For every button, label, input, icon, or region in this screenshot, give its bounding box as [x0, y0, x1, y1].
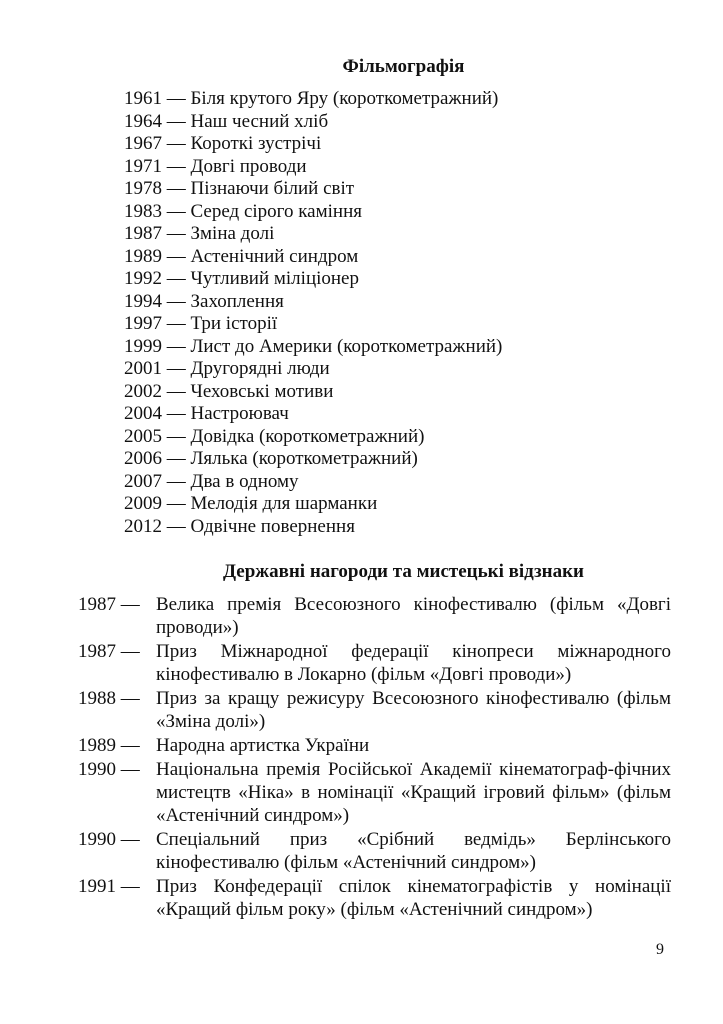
film-entry: 1961 — Біля крутого Яру (короткометражний)	[124, 88, 499, 109]
film-entry: 2005 — Довідка (короткометражний)	[124, 425, 425, 447]
award-year: 1990 —	[78, 829, 140, 850]
award-entry	[78, 640, 671, 686]
film-entry: 2006 — Лялька (короткометражний)	[124, 448, 418, 469]
film-entry: 1978 — Пізнаючи білий світ	[124, 178, 355, 199]
film-entry: 2002 — Чеховські мотиви	[124, 380, 334, 402]
film-entry: 1994 — Захоплення	[124, 290, 284, 312]
award-year: 1988 —	[78, 688, 140, 709]
film-entry: 2004 — Настроювач	[124, 403, 289, 424]
award-description: Національна премія Російської Академії кінематограф-фічних мистецтв «Ніка» в номінації «Кращий ігровий фільм» (фільм «Астенічний синдром»)	[156, 759, 671, 826]
film-entry: 1997 — Три історії	[124, 313, 278, 334]
award-year: 1990 —	[78, 759, 140, 780]
film-entry: 1967 — Короткі зустрічі	[124, 133, 322, 154]
award-year: 1991 —	[78, 876, 140, 897]
film-entry: 1964 — Наш чесний хліб	[124, 110, 329, 132]
film-entry: 2009 — Мелодія для шарманки	[124, 493, 378, 514]
award-year: 1989 —	[78, 735, 140, 756]
film-entry: 2012 — Одвічне повернення	[124, 515, 355, 537]
film-entry: 2007 — Два в одному	[124, 470, 299, 492]
page-number: 9	[656, 941, 664, 958]
award-entry	[78, 828, 671, 874]
award-description: Приз Міжнародної федерації кінопреси міжнародного кінофестивалю в Локарно (фільм «Довгі проводи»)	[156, 641, 671, 685]
award-description: Приз за кращу режисуру Всесоюзного кінофестивалю (фільм «Зміна долі»)	[156, 688, 671, 732]
film-entry: 1987 — Зміна долі	[124, 223, 275, 244]
film-entry: 1992 — Чутливий міліціонер	[124, 268, 359, 289]
film-entry: 1989 — Астенічний синдром	[124, 245, 359, 267]
award-description: Приз Конфедерації спілок кінематографістів у номінації «Кращий фільм року» (фільм «Астенічний синдром»)	[156, 876, 671, 920]
award-year: 1987 —	[78, 594, 140, 615]
award-entry	[78, 875, 671, 921]
award-description: Народна артистка України	[156, 735, 370, 756]
award-entry	[78, 734, 671, 757]
award-entry	[78, 758, 671, 827]
awards-list	[78, 593, 671, 922]
award-description: Спеціальний приз «Срібний ведмідь» Берлінського кінофестивалю (фільм «Астенічний синдром»)	[156, 829, 671, 873]
film-entry: 1983 — Серед сірого каміння	[124, 200, 362, 222]
film-entry: 1971 — Довгі проводи	[124, 155, 307, 177]
film-entry: 1999 — Лист до Америки (короткометражний)	[124, 335, 503, 357]
award-description: Велика премія Всесоюзного кінофестивалю (фільм «Довгі проводи»)	[156, 594, 671, 638]
filmography-heading: Фільмографія	[342, 56, 465, 77]
film-entry: 2001 — Другорядні люди	[124, 358, 330, 379]
filmography-list	[124, 88, 502, 538]
award-entry	[78, 593, 671, 639]
award-entry	[78, 687, 671, 733]
award-year: 1987 —	[78, 641, 140, 662]
awards-heading: Державні нагороди та мистецькі відзнаки	[223, 561, 584, 582]
